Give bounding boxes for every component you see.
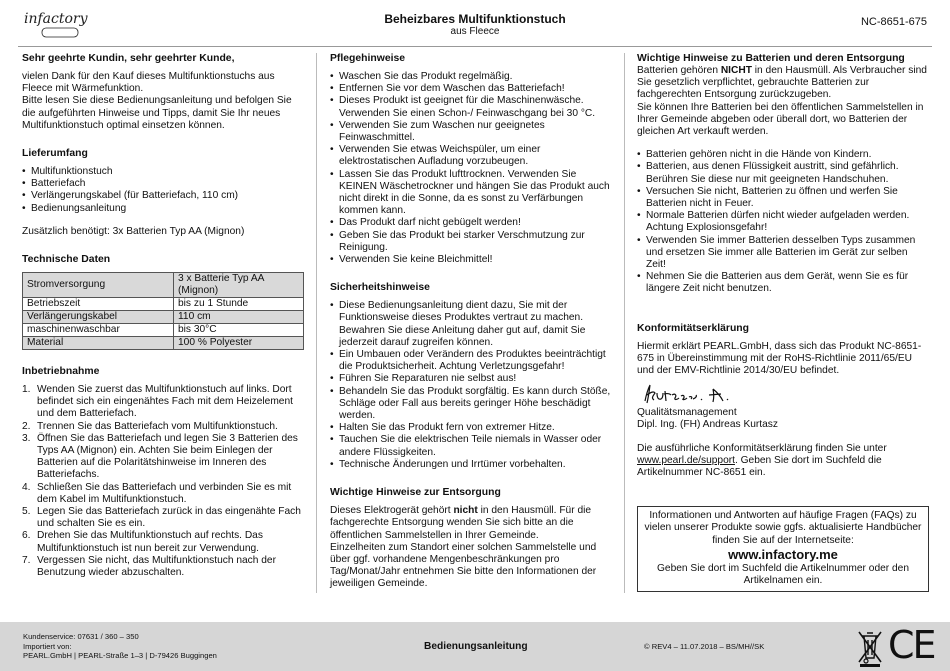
column-middle (330, 53, 615, 591)
support-link[interactable]: www.pearl.de/support (637, 454, 735, 466)
list-item: • Batterien, aus denen Flüssigkeit austritt, sind gefährlich. Berühren Sie diese nur mit geeigneten Handschuhen. (637, 161, 929, 185)
table-row (23, 311, 304, 324)
step-item: 6. Drehen Sie das Multifunktionstuch auf rechts. Das Multifunktionstuch ist nun bereit zur Verwendung. (22, 530, 263, 554)
table-cell: bis zu 1 Stunde (174, 298, 304, 311)
faq-text: Geben Sie dort im Suchfeld die Artikelnummer oder den Artikelnamen ein. (657, 562, 909, 587)
list-item: • Versuchen Sie nicht, Batterien zu öffnen und werfen Sie Batterien nicht in Feuer. (637, 186, 929, 210)
document-subtitle: aus Fleece (450, 26, 500, 37)
section-title-inbetriebnahme: Inbetriebnahme (22, 366, 100, 378)
section-title-batterien: Wichtige Hinweise zu Batterien und deren Entsorgung (637, 53, 905, 64)
table-row (23, 324, 304, 337)
ce-mark-icon: CE (888, 623, 935, 667)
step-item: 5. Legen Sie das Batteriefach zurück in das eingenähte Fach und schalten Sie es ein. (22, 506, 301, 530)
list-item: • Das Produkt darf nicht gebügelt werden! (330, 217, 615, 229)
section-title-sicherheitshinweise: Sicherheitshinweise (330, 282, 430, 294)
list-item: • Nehmen Sie die Batterien aus dem Gerät, wenn Sie es für längere Zeit nicht benutzen. (637, 271, 929, 295)
page-header (0, 0, 950, 46)
intro-paragraph: Bitte lesen Sie diese Bedienungsanleitung und befolgen Sie die aufgeführten Hinweise und Tipps, damit Sie Ihr neues Multifunktionstuch optimal einsetzen können. (22, 95, 292, 131)
section-title-konformitaet: Konformitätserklärung (637, 322, 750, 334)
entsorgung-paragraph: Einzelheiten zum Standort einer solchen Sammelstelle und über ggf. vorhandene Mengenbeschränkungen pro Tag/Monat/Jahr entnehmen Sie bitte den Informationen der jeweiligen Gemeinde. (330, 541, 597, 590)
list-item: • Diese Bedienungsanleitung dient dazu, Sie mit der Funktionsweise dieses Produktes vertraut zu machen. Bewahren Sie diese Anleitung daher gut auf, damit Sie jederzeit darauf zugreifen können. (330, 300, 615, 349)
column-divider (316, 53, 317, 593)
step-item: 7. Vergessen Sie nicht, das Multifunktionstuch nach der Benutzung wieder abzuschalten. (22, 554, 276, 579)
list-item: • Behandeln Sie das Produkt sorgfältig. Es kann durch Stöße, Schläge oder Fall aus bereits geringer Höhe beschädigt werden. (330, 386, 615, 423)
list-item: • Verwenden Sie keine Bleichmittel! (330, 254, 615, 266)
revision-info: © REV4 – 11.07.2018 – BS/MH//SK (644, 642, 765, 651)
konformitaet-text: Hiermit erklärt PEARL.GmbH, dass sich das Produkt NC-8651-675 in Übereinstimmung mit der RoHS-Richtlinie 2011/65/EU und der EMV-Richtlinie 2014/30/EU befindet. (637, 340, 922, 377)
section-title-entsorgung: Wichtige Hinweise zur Entsorgung (330, 487, 501, 499)
list-item: • Verwenden Sie immer Batterien desselben Typs zusammen und ersetzen Sie immer alle Batterien im Gerät zur selben Zeit! (637, 235, 929, 272)
list-item: • Entfernen Sie vor dem Waschen das Batteriefach! (330, 83, 615, 95)
step-item: 4. Schließen Sie das Batteriefach und verbinden Sie es mit dem Kabel im Multifunktionstuch. (22, 481, 292, 505)
footer-contact (23, 632, 217, 661)
list-item: • Führen Sie Reparaturen nie selbst aus! (330, 373, 615, 385)
importer-label: Importiert von: (23, 641, 72, 651)
faq-text: Informationen und Antworten auf häufige Fragen (FAQs) zu vielen unserer Produkte sowie ggfs. aktualisierte Handbücher finden Sie auf der Internetseite: (644, 510, 922, 546)
section-title-pflegehinweise: Pflegehinweise (330, 53, 406, 64)
step-item: 1. Wenden Sie zuerst das Multifunktionstuch auf links. Dort befindet sich ein eingenähtes Fach mit dem Heizelement und dem Batteriefach. (22, 384, 293, 420)
header-divider (18, 46, 932, 47)
list-item: • Ein Umbauen oder Verändern des Produktes beeinträchtigt die Produktsicherheit. Achtung Verletzungsgefahr! (330, 349, 615, 373)
list-item: • Tauchen Sie die elektrischen Teile niemals in Wasser oder andere Flüssigkeiten. (330, 434, 615, 458)
list-item: • Dieses Produkt ist geeignet für die Maschinenwäsche. Verwenden Sie einen Schon-/ Feinwaschgang bei 30 °C. (330, 95, 615, 119)
column-left (22, 53, 304, 579)
table-row (23, 337, 304, 350)
list-item: • Technische Änderungen und Irrtümer vorbehalten. (330, 459, 615, 471)
zusaetzlich-text: Zusätzlich benötigt: 3x Batterien Typ AA (Mignon) (22, 225, 245, 237)
table-cell: 110 cm (174, 311, 304, 324)
signature-name: Dipl. Ing. (FH) Andreas Kurtasz (637, 419, 778, 431)
list-item: • Verwenden Sie zum Waschen nur geeignetes Feinwaschmittel. (330, 120, 615, 144)
list-item: • Multifunktionstuch (22, 166, 304, 178)
section-title-technische-daten: Technische Daten (22, 254, 111, 266)
greeting: Sehr geehrte Kundin, sehr geehrter Kunde, (22, 53, 235, 64)
footer-title: Bedienungsanleitung (424, 641, 528, 652)
column-divider (624, 53, 625, 593)
list-item: • Batteriefach (22, 178, 304, 190)
batterien-paragraph: Sie können Ihre Batterien bei den öffentlichen Sammelstellen in Ihrer Gemeinde abgeben oder überall dort, wo Batterien der gleichen Art verkauft werden. (637, 101, 924, 138)
list-item: • Lassen Sie das Produkt lufttrocknen. Verwenden Sie KEINEN Wäschetrockner und hängen Sie das Produkt auch nicht direkt in die Sonne, da es sonst zu Verfärbungen kommen kann. (330, 169, 615, 218)
list-item: • Geben Sie das Produkt bei starker Verschmutzung zur Reinigung. (330, 230, 615, 254)
infactory-url[interactable]: www.infactory.me (728, 546, 838, 562)
list-item: • Halten Sie das Produkt fern von extremer Hitze. (330, 422, 615, 434)
step-item: 3. Öffnen Sie das Batteriefach und legen Sie 3 Batterien des Typs AA (Mignon) ein. Achten Sie beim Einlegen der Batterien auf die Polaritätshinweise im Inneren des Batteriefachs. (22, 432, 298, 481)
document-title: Beheizbares Multifunktionstuch (384, 12, 566, 26)
ausfuehrlich-text: Die ausführliche Konformitätserklärung finden Sie unter www.pearl.de/support. Geben Sie dort im Suchfeld die Artikelnummer NC-8651 ein. (637, 442, 887, 479)
weee-bin-icon (856, 628, 884, 668)
sicherheit-list (330, 300, 615, 471)
table-cell: Verlängerungskabel (23, 311, 174, 324)
batterien-list (637, 149, 929, 295)
pflege-list (330, 71, 615, 266)
table-cell: bis 30°C (174, 324, 304, 337)
list-item: • Verwenden Sie etwas Weichspüler, um einer elektrostatischen Aufladung vorzubeugen. (330, 144, 615, 168)
inbetriebnahme-steps (22, 384, 304, 579)
customer-service: Kundenservice: 07631 / 360 – 350 (23, 632, 139, 641)
batterien-paragraph: Batterien gehören NICHT in den Hausmüll. Als Verbraucher sind Sie gesetzlich verpflichtet, gebrauchte Batterien zur fachgerechten Entsorgung zurückzugeben. (637, 65, 927, 101)
table-cell: Material (23, 337, 174, 350)
article-number: NC-8651-675 (860, 16, 927, 28)
importer-address: PEARL.GmbH | PEARL-Straße 1–3 | D-79426 Buggingen (23, 651, 217, 660)
list-item: • Waschen Sie das Produkt regelmäßig. (330, 71, 615, 83)
table-cell: Betriebszeit (23, 298, 174, 311)
step-item: 2. Trennen Sie das Batteriefach vom Multifunktionstuch. (22, 420, 278, 432)
list-item: • Verlängerungskabel (für Batteriefach, 110 cm) (22, 190, 304, 202)
section-title-lieferumfang: Lieferumfang (22, 148, 88, 160)
entsorgung-paragraph: Dieses Elektrogerät gehört nicht in den Hausmüll. Für die fachgerechte Entsorgung wenden Sie sich bitte an die öffentlichen Sammelstellen in Ihrer Gemeinde. (330, 505, 592, 541)
list-item: • Batterien gehören nicht in die Hände von Kindern. (637, 149, 929, 161)
column-right (637, 53, 929, 592)
svg-text:infactory: infactory (24, 11, 88, 27)
table-cell: Stromversorgung (23, 273, 174, 298)
faq-box (637, 506, 929, 592)
signature (641, 381, 761, 407)
signature-role: Qualitätsmanagement (637, 407, 737, 419)
table-cell: maschinenwaschbar (23, 324, 174, 337)
technical-data-table (22, 272, 304, 350)
table-cell: 3 x Batterie Typ AA (Mignon) (174, 273, 304, 298)
page-footer (0, 622, 950, 671)
table-row (23, 273, 304, 298)
lieferumfang-list (22, 166, 304, 215)
list-item: • Normale Batterien dürfen nicht wieder aufgeladen werden. Achtung Explosionsgefahr! (637, 210, 929, 234)
table-row (23, 298, 304, 311)
table-cell: 100 % Polyester (174, 337, 304, 350)
list-item: • Bedienungsanleitung (22, 203, 304, 215)
intro-paragraph: vielen Dank für den Kauf dieses Multifunktionstuchs aus Fleece mit Wärmefunktion. (22, 71, 275, 95)
